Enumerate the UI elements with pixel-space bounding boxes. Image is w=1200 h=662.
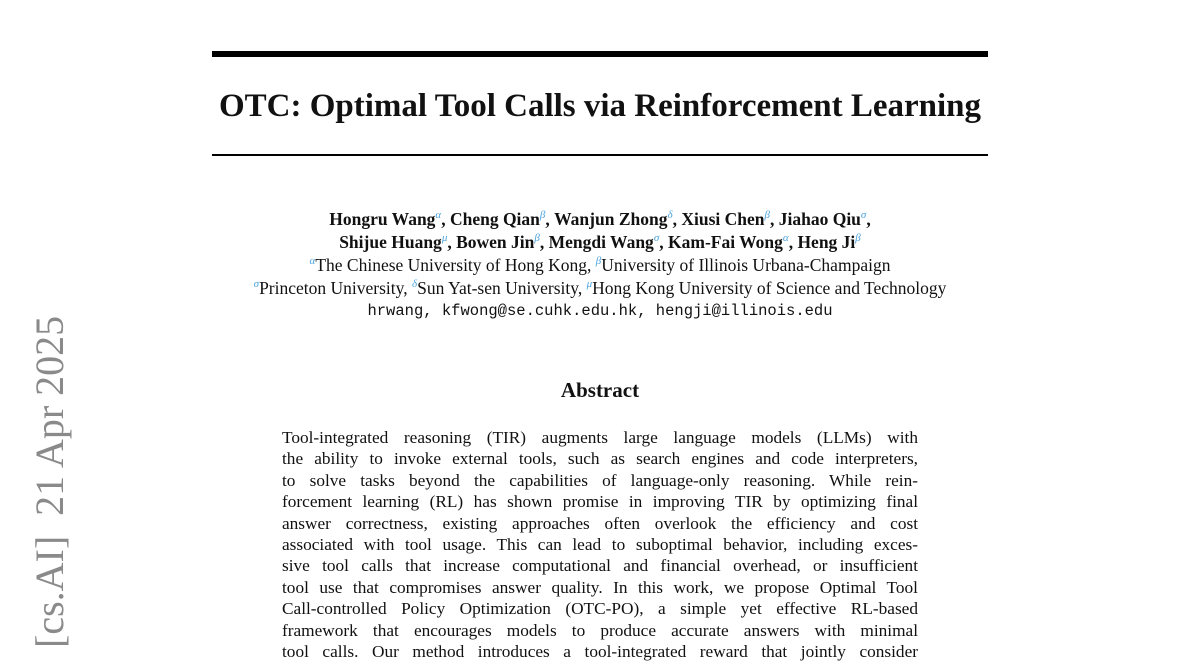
- abstract-line: tool use that compromises answer quality. In this work, we propose Optimal Tool: [282, 577, 918, 597]
- paper-title: OTC: Optimal Tool Calls via Reinforcement Learning: [218, 88, 982, 124]
- affiliation-mark: σ: [253, 278, 260, 290]
- affiliation: Princeton University,: [259, 278, 412, 298]
- author: Shijue Huang$^\mu$,: [339, 232, 457, 252]
- abstract-heading: Abstract: [560, 378, 640, 402]
- affiliation-line-1: [150, 254, 1050, 277]
- affiliation: The Chinese University of Hong Kong,: [315, 255, 596, 275]
- affiliation-mark: σ: [860, 209, 867, 221]
- author: Hongru Wang$^\alpha$,: [329, 209, 450, 229]
- affiliation: University of Illinois Urbana-Champaign: [601, 255, 891, 275]
- title-top-rule: [212, 51, 988, 57]
- author: Jiahao Qiu$^\sigma$,: [778, 209, 871, 229]
- title-bottom-rule: [212, 154, 988, 156]
- abstract-line: tool calls. Our method introduces a tool-integrated reward that jointly consider: [282, 641, 918, 661]
- abstract-line: Call-controlled Policy Optimization (OTC-PO), a simple yet effective RL-based: [282, 599, 918, 619]
- affiliation-mark: β: [534, 232, 540, 244]
- abstract-line: the ability to invoke external tools, such as search engines and code interpreters,: [282, 449, 918, 469]
- affiliation-mark: α: [309, 255, 316, 267]
- affiliation-line-2: [150, 277, 1050, 300]
- affiliation-mark: δ: [412, 278, 418, 290]
- abstract-line: sive tool calls that increase computational and financial overhead, or insufficient: [282, 556, 918, 576]
- author: Xiusi Chen$^\beta$,: [681, 209, 779, 229]
- affiliation-mark: μ: [441, 232, 448, 244]
- author-line-1: [150, 208, 1050, 231]
- affiliation-mark: δ: [667, 209, 673, 221]
- abstract-body: [282, 427, 918, 662]
- affiliation-mark: σ: [653, 232, 660, 244]
- abstract-line: framework that encourages models to produce accurate answers with minimal: [282, 620, 918, 640]
- author: Kam-Fai Wong$^\alpha$,: [668, 232, 798, 252]
- author-list: [150, 208, 1050, 254]
- affiliation-mark: β: [855, 232, 861, 244]
- abstract-line: Tool-integrated reasoning (TIR) augments large language models (LLMs) with: [282, 428, 918, 447]
- author: Mengdi Wang$^\sigma$,: [548, 232, 668, 252]
- author-emails: hrwang, kfwong@se.cuhk.edu.hk, hengji@illinois.edu: [367, 302, 833, 320]
- arxiv-watermark: [cs.AI] 21 Apr 2025: [27, 315, 72, 648]
- abstract-line: associated with tool usage. This can lead to suboptimal behavior, including exces-: [282, 534, 918, 554]
- author: Wanjun Zhong$^\delta$,: [554, 209, 682, 229]
- abstract-line: to solve tasks beyond the capabilities of language-only reasoning. While rein-: [282, 470, 918, 490]
- affiliation-mark: β: [764, 209, 770, 221]
- author-line-2: [150, 231, 1050, 254]
- affiliation-mark: α: [435, 209, 442, 221]
- author: Heng $Ji^\beta$: [797, 232, 861, 252]
- affiliation-mark: μ: [586, 278, 593, 290]
- author: Bowen Jin$^\beta$,: [456, 232, 549, 252]
- affiliation-mark: α: [782, 232, 789, 244]
- affiliation-mark: β: [595, 255, 602, 267]
- abstract-line: answer correctness, existing approaches often overlook the efficiency and cost: [282, 513, 918, 533]
- affiliation: Sun Yat-sen University,: [417, 278, 587, 298]
- affiliation-mark: β: [539, 209, 546, 221]
- author: Cheng Qian$^\beta$,: [449, 209, 555, 229]
- affiliation: Hong Kong University of Science and Technology: [592, 278, 947, 298]
- abstract-line: forcement learning (RL) has shown promise in improving TIR by optimizing final: [282, 492, 918, 512]
